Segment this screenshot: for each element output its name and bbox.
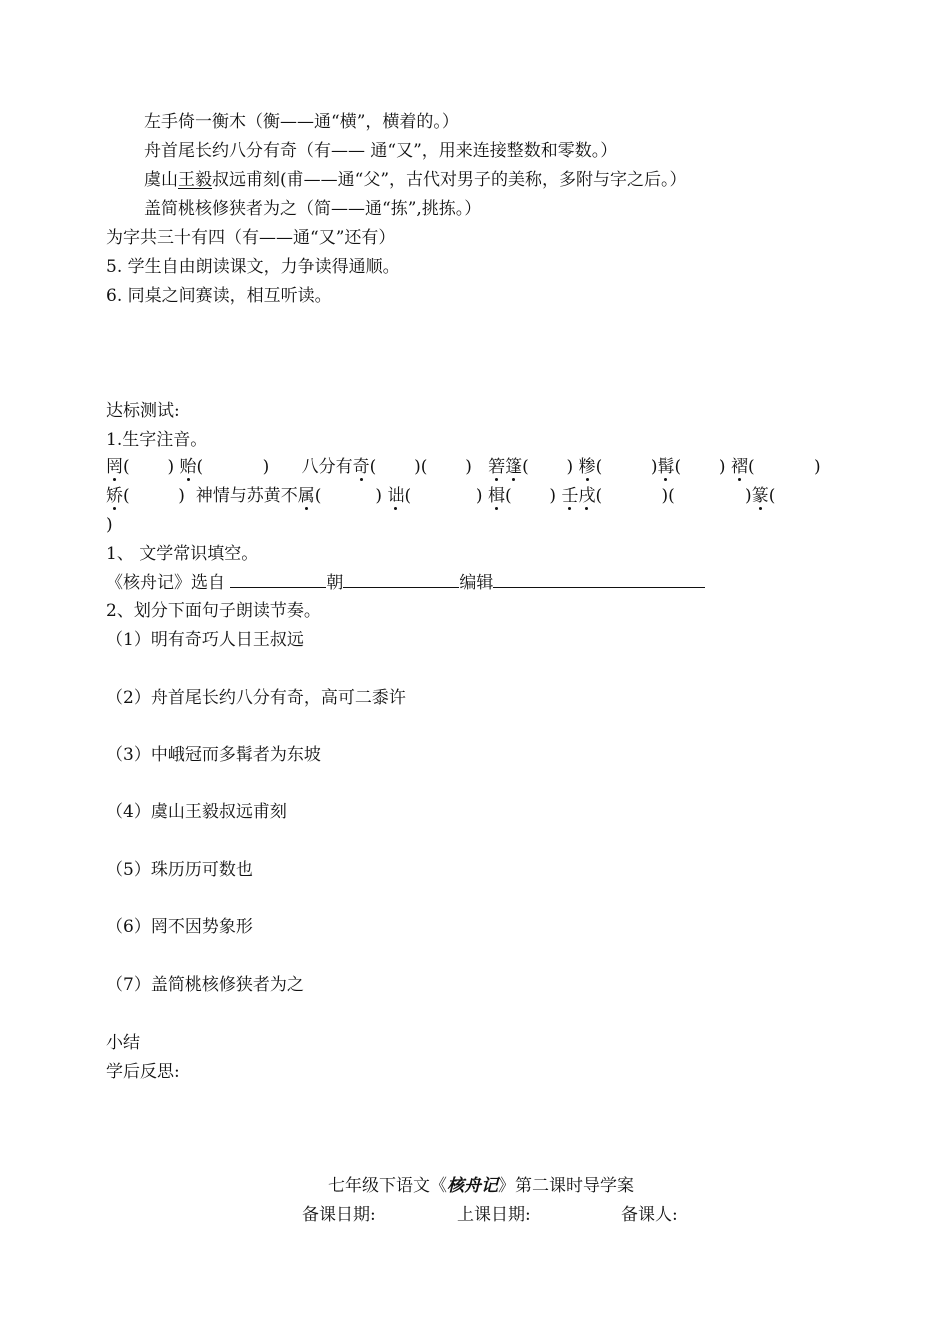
note-fu-name: 王毅 [178,170,212,190]
summary-heading: 小结 [106,1033,140,1053]
paren-close: ) [106,515,113,535]
q-rhythm: 2、划分下面句子朗读节奏。 [106,601,321,621]
literature-fill [106,571,705,595]
lit-dynasty-label: 朝 [326,573,344,593]
rhythm-item-7: （7）盖简桃核修狭者为之 [106,975,304,995]
note-fu-pre: 虞山 [144,170,178,190]
pinyin-row-1: 罔( ) 贻( ) 八分有奇( )( ) 箬篷( ) 糁( )髯( ) 褶( ) [106,457,821,477]
note-fu [144,168,687,192]
char-ran: 髯 [657,457,675,477]
note-fu-post: 叔远甫刻(甫——通“父”，古代对男子的美称，多附与字之后。） [212,170,687,190]
pinyin-row-2: 矫( ) 神情与苏黄不属( ) 诎( ) 楫( ) 壬戌( )( )篆( [106,486,776,506]
prep-date-label: 备课日期: [302,1205,376,1225]
rhythm-item-3: （3）中峨冠而多髯者为东坡 [106,745,321,765]
char-shenqing: 神情与苏黄不 [195,486,298,506]
char-zhu: 属 [297,486,315,506]
char-yi: 贻 [179,457,197,477]
lit-source-label: 《核舟记》选自 [106,573,225,593]
char-jiao: 矫 [106,486,123,506]
char-ji2: 楫 [487,486,505,506]
rhythm-item-1: （1）明有奇巧人日王叔远 [106,630,304,650]
lesson-title-bold: 核舟记 [447,1176,498,1196]
rhythm-item-5: （5）珠历历可数也 [106,860,253,880]
rhythm-item-4: （4）虞山王毅叔远甫刻 [106,802,287,822]
char-bafen: 八分有 [301,457,353,477]
char-zhe: 褶 [730,457,748,477]
note-jian: 盖简桃核修狭者为之（简——通“拣”,挑拣。） [144,199,482,219]
char-ren: 壬 [561,486,579,506]
preparer-label: 备课人: [621,1205,678,1225]
note-you: 舟首尾长约八分有奇（有—— 通“又”，用来连接整数和零数。） [144,141,618,161]
rhythm-item-6: （6）罔不因势象形 [106,917,253,937]
rhythm-item-2: （2）舟首尾长约八分有奇，高可二黍许 [106,688,406,708]
note-you2: 为字共三十有四（有——通“又”还有） [106,228,396,248]
char-san: 糁 [578,457,596,477]
char-peng: 篷 [505,457,523,477]
class-date-label: 上课日期: [457,1205,531,1225]
lesson-title-pre: 七年级下语文《 [328,1176,447,1196]
char-zhuan: 篆 [751,486,769,506]
char-ruo: 箬 [488,457,506,477]
step-5: 5. 学生自由朗读课文，力争读得通顺。 [106,257,400,277]
char-ji: 奇 [352,457,370,477]
char-xu: 戌 [578,486,596,506]
char-qu: 诎 [387,486,405,506]
q-literature: 1、 文学常识填空。 [106,544,259,564]
note-heng: 左手倚一衡木（衡——通“横”，横着的。） [144,112,459,132]
blank-author[interactable] [230,571,326,588]
lesson-title-post: 》第二课时导学案 [498,1176,634,1196]
char-wang: 罔 [106,457,123,477]
q-pinyin: 1.生字注音。 [106,430,208,450]
reflection-heading: 学后反思: [106,1062,180,1082]
blank-dynasty[interactable] [343,571,459,588]
test-heading: 达标测试: [106,401,180,421]
lesson-title [328,1174,634,1198]
step-6: 6. 同桌之间赛读，相互听读。 [106,286,332,306]
blank-editor[interactable] [493,571,705,588]
lit-editor-label: 编辑 [459,573,494,593]
